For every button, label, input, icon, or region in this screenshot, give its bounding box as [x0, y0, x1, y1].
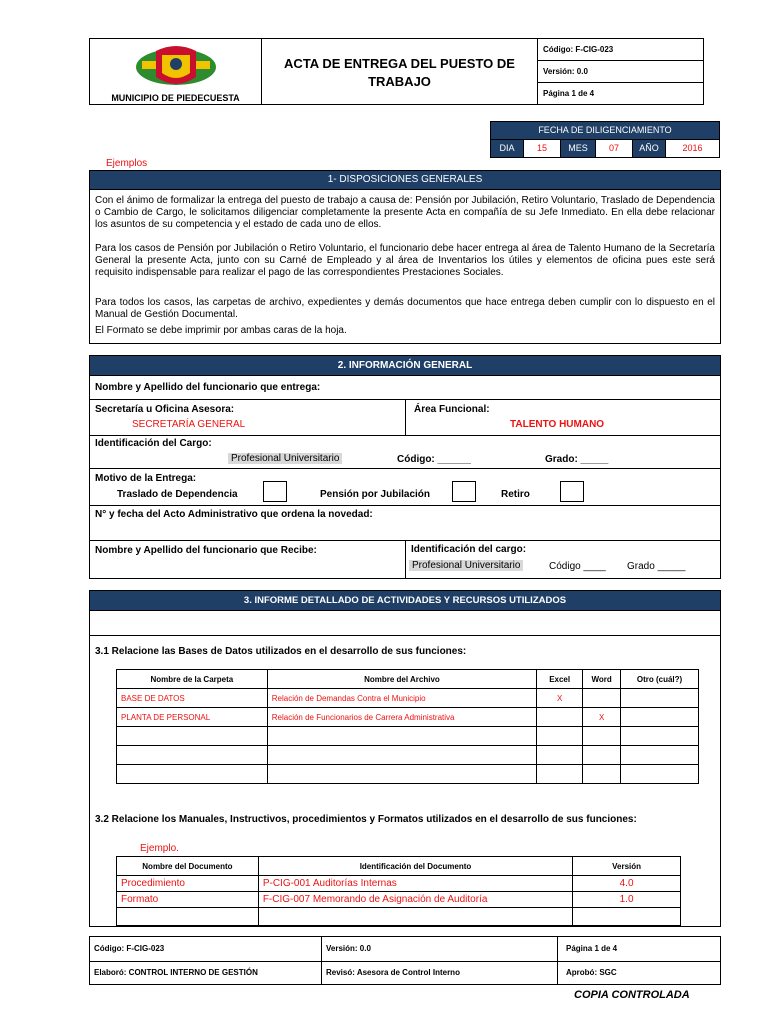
- header-pagina-cell: [537, 82, 704, 105]
- table-cell[interactable]: Relación de Funcionarios de Carrera Administrativa: [267, 708, 536, 727]
- table-cell[interactable]: [621, 689, 699, 708]
- row-recibe-cargo[interactable]: [405, 540, 721, 579]
- row-area[interactable]: [405, 399, 721, 436]
- header-logo-cell: [89, 38, 262, 105]
- table-row: [117, 892, 681, 908]
- recibe-label: Nombre y Apellido del funcionario que Recibe:: [95, 545, 317, 556]
- table-cell[interactable]: [621, 708, 699, 727]
- footer-reviso-cell: [321, 961, 558, 985]
- column-header: Nombre del Archivo: [267, 670, 536, 689]
- table-cell[interactable]: [583, 727, 621, 746]
- column-header: Otro (cuál?): [621, 670, 699, 689]
- table-row: [117, 908, 681, 926]
- table-cell[interactable]: [583, 746, 621, 765]
- ejemplo-label: Ejemplo.: [140, 843, 179, 854]
- column-header: Versión: [573, 857, 681, 876]
- footer-codigo-cell: [89, 936, 322, 962]
- pension-checkbox[interactable]: [452, 481, 476, 502]
- documents-table: [116, 856, 681, 926]
- anio-value[interactable]: 2016: [665, 139, 720, 158]
- header-version: Versión: 0.0: [543, 67, 588, 76]
- section-1-paragraph-1: Con el ánimo de formalizar la entrega del puesto de trabajo a causa de: Pensión por Jubilación, Retiro Voluntario, Traslado de Dependencia o Cambio de Cargo, le solicitamos diligenciar completamente la presente Acta en compañía de su Jefe Inmediato. En ella debe relacionar los asuntos de su competencia y el estado de cada uno de ellos.: [95, 195, 715, 230]
- mes-value[interactable]: 07: [595, 139, 633, 158]
- cargo-value: Profesional Universitario: [228, 453, 342, 464]
- dia-label: DIA: [490, 139, 524, 158]
- header-pagina: Página 1 de 4: [543, 89, 595, 98]
- table-row: [117, 876, 681, 892]
- table-cell[interactable]: [117, 765, 268, 784]
- footer-elaboro: Elaboró: CONTROL INTERNO DE GESTIÓN: [94, 968, 258, 977]
- cargo-label: Identificación del Cargo:: [95, 438, 212, 449]
- secretaria-label: Secretaría u Oficina Asesora:: [95, 404, 235, 415]
- header-version-cell: [537, 60, 704, 83]
- column-header: Nombre del Documento: [117, 857, 259, 876]
- table-cell[interactable]: X: [583, 708, 621, 727]
- table-cell[interactable]: PLANTA DE PERSONAL: [117, 708, 268, 727]
- dia-value[interactable]: 15: [523, 139, 561, 158]
- ejemplos-label: Ejemplos: [106, 158, 148, 169]
- table-cell[interactable]: [117, 746, 268, 765]
- row-motivo: [89, 468, 721, 506]
- table-cell[interactable]: [537, 708, 583, 727]
- footer-pagina-cell: [557, 936, 721, 962]
- table-cell[interactable]: [537, 746, 583, 765]
- footer-elaboro-cell: [89, 961, 322, 985]
- document-title: ACTA DE ENTREGA DEL PUESTO DE TRABAJO: [284, 56, 515, 89]
- table-cell[interactable]: F-CIG-007 Memorando de Asignación de Auditoría: [258, 892, 572, 908]
- section-2-title: 2. INFORMACIÓN GENERAL: [89, 355, 721, 376]
- table-row: [117, 689, 699, 708]
- recibe-cargo-label: Identificación del cargo:: [411, 544, 527, 555]
- footer-pagina: Página 1 de 4: [566, 944, 618, 953]
- footer-reviso: Revisó: Asesora de Control Interno: [326, 968, 460, 977]
- table-row: [117, 765, 699, 784]
- column-header: Nombre de la Carpeta: [117, 670, 268, 689]
- motivo-label: Motivo de la Entrega:: [95, 473, 197, 484]
- table-cell[interactable]: [583, 765, 621, 784]
- table-cell[interactable]: [267, 746, 536, 765]
- municipal-coat-of-arms: [134, 43, 218, 91]
- cargo-grado: Grado: _____: [545, 454, 609, 465]
- section-1-paragraph-3: Para todos los casos, las carpetas de archivo, expedientes y demás documentos que hace entrega deben cumplir con lo dispuesto en el Manual de Gestión Documental.: [95, 297, 715, 320]
- header-codigo-cell: [537, 38, 704, 61]
- section-1-title: 1- DISPOSICIONES GENERALES: [89, 170, 721, 190]
- retiro-label: Retiro: [501, 489, 530, 500]
- section-1-paragraph-2: Para los casos de Pensión por Jubilación o Retiro Voluntario, el funcionario debe hacer entrega al área de Talento Humano de la Secretaría General la presente Acta, junto con su Carné de Empleado y al área de Inventarios los útiles y elementos de oficina pues este será requisito indispensable para realizar el pago de las correspondientes Prestaciones Sociales.: [95, 243, 715, 278]
- recibe-grado: Grado _____: [627, 561, 686, 572]
- table-cell[interactable]: [621, 727, 699, 746]
- table-row: [117, 708, 699, 727]
- databases-table: [116, 669, 699, 784]
- fecha-label: FECHA DE DILIGENCIAMIENTO: [490, 121, 720, 140]
- row-cargo[interactable]: [89, 435, 721, 469]
- footer-codigo: Código: F-CIG-023: [94, 944, 165, 953]
- column-header: Identificación del Documento: [258, 857, 572, 876]
- pension-label: Pensión por Jubilación: [320, 489, 431, 500]
- section-3-title: 3. INFORME DETALLADO DE ACTIVIDADES Y RECURSOS UTILIZADOS: [89, 590, 721, 611]
- section-1-paragraph-4: El Formato se debe imprimir por ambas caras de la hoja.: [95, 325, 347, 336]
- row-recibe[interactable]: [89, 540, 406, 579]
- table-cell[interactable]: P-CIG-001 Auditorías Internas: [258, 876, 572, 892]
- table-cell[interactable]: [621, 765, 699, 784]
- table-cell[interactable]: X: [537, 689, 583, 708]
- table-cell[interactable]: Formato: [117, 892, 259, 908]
- municipality-name: MUNICIPIO DE PIEDECUESTA: [111, 93, 240, 103]
- section-1-body: [89, 189, 721, 344]
- area-value: TALENTO HUMANO: [510, 419, 605, 430]
- acto-label: N° y fecha del Acto Administrativo que ordena la novedad:: [95, 509, 373, 520]
- mes-label: MES: [560, 139, 596, 158]
- column-header: Word: [583, 670, 621, 689]
- table-cell[interactable]: [267, 765, 536, 784]
- table-cell[interactable]: [117, 908, 259, 926]
- row-acto[interactable]: [89, 505, 721, 541]
- header-title-cell: [261, 38, 538, 105]
- recibe-codigo: Código ____: [549, 561, 606, 572]
- row-secretaria[interactable]: [89, 399, 406, 436]
- nombre-entrega-label: Nombre y Apellido del funcionario que entrega:: [95, 382, 321, 393]
- table-cell[interactable]: [583, 689, 621, 708]
- table-row: [117, 727, 699, 746]
- table-cell[interactable]: [537, 727, 583, 746]
- table-row: [117, 746, 699, 765]
- subsection-3-1-label: 3.1 Relacione las Bases de Datos utilizados en el desarrollo de sus funciones:: [95, 646, 467, 657]
- table-header-row: [117, 857, 681, 876]
- area-label: Área Funcional:: [414, 404, 490, 415]
- table-cell[interactable]: [621, 746, 699, 765]
- table-header-row: [117, 670, 699, 689]
- table-cell[interactable]: [537, 765, 583, 784]
- traslado-checkbox[interactable]: [263, 481, 287, 502]
- traslado-label: Traslado de Dependencia: [117, 489, 238, 500]
- footer-version: Versión: 0.0: [326, 944, 371, 953]
- table-cell[interactable]: Relación de Demandas Contra el Municipio: [267, 689, 536, 708]
- table-cell[interactable]: BASE DE DATOS: [117, 689, 268, 708]
- copia-controlada: COPIA CONTROLADA: [574, 989, 690, 1001]
- cargo-codigo: Código: ______: [397, 454, 471, 465]
- anio-label: AÑO: [632, 139, 666, 158]
- header-codigo: Código: F-CIG-023: [543, 45, 614, 54]
- subsection-3-2-label: 3.2 Relacione los Manuales, Instructivos, procedimientos y Formatos utilizados en el desarrollo de sus funciones:: [95, 814, 637, 825]
- table-cell[interactable]: 1.0: [573, 892, 681, 908]
- table-cell[interactable]: [267, 727, 536, 746]
- secretaria-value: SECRETARÍA GENERAL: [132, 419, 246, 430]
- column-header: Excel: [537, 670, 583, 689]
- footer-aprobo-cell: [557, 961, 721, 985]
- recibe-cargo-value: Profesional Universitario: [409, 560, 523, 571]
- row-nombre-entrega[interactable]: [89, 375, 721, 400]
- footer-version-cell: [321, 936, 558, 962]
- table-cell[interactable]: 4.0: [573, 876, 681, 892]
- footer-aprobo: Aprobó: SGC: [566, 968, 617, 977]
- table-cell[interactable]: Procedimiento: [117, 876, 259, 892]
- table-cell[interactable]: [258, 908, 572, 926]
- section-3-blank-row: [89, 610, 721, 636]
- table-cell[interactable]: [117, 727, 268, 746]
- table-cell[interactable]: [573, 908, 681, 926]
- retiro-checkbox[interactable]: [560, 481, 584, 502]
